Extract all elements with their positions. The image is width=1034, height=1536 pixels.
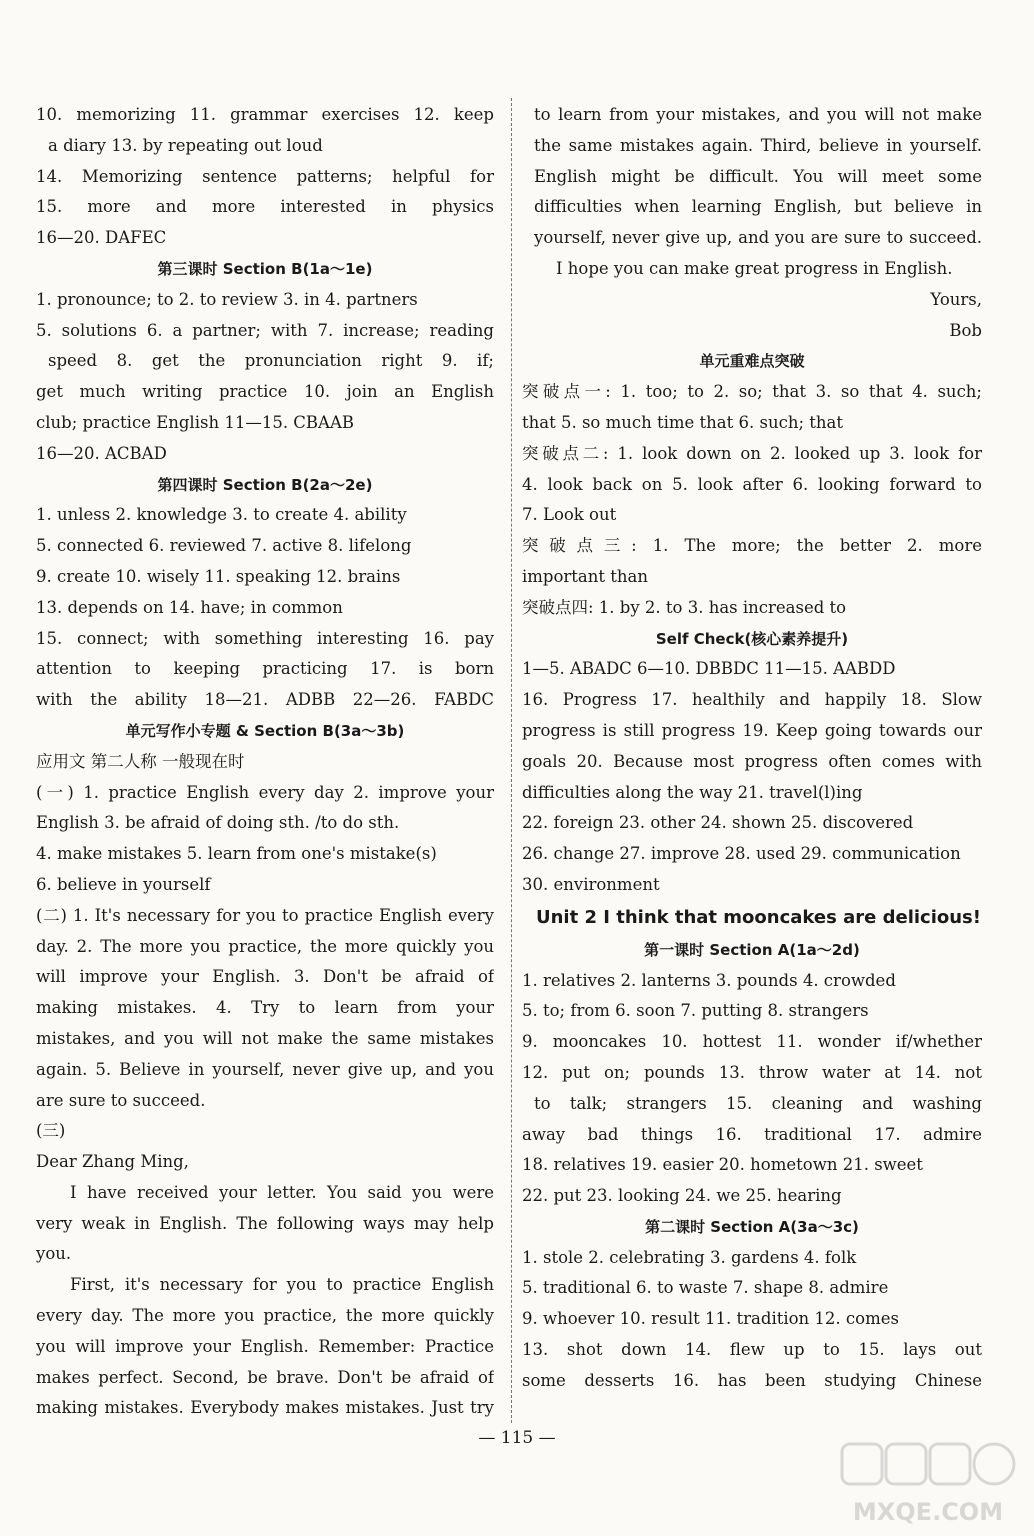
text-line: 5. to; from 6. soon 7. putting 8. strangers — [522, 1001, 869, 1021]
watermark-logo — [838, 1440, 1018, 1530]
section-heading: 单元写作小专题 & Section B(3a～3b) — [125, 721, 405, 740]
text-line: 7. Look out — [522, 505, 617, 525]
text-line: to talk; strangers 15. cleaning and washing — [534, 1093, 982, 1113]
text-line: you will improve your English. Remember: Practice — [36, 1336, 494, 1356]
text-line: making mistakes. Everybody makes mistakes. Just try — [36, 1398, 494, 1418]
text-line: 15. more and more interested in physics — [36, 197, 494, 217]
text-line: progress is still progress 19. Keep going towards our — [522, 720, 982, 740]
text-line: I have received your letter. You said you were — [70, 1182, 494, 1202]
text-line: the same mistakes again. Third, believe in yourself. — [534, 135, 982, 155]
text-line: (三) — [36, 1121, 66, 1141]
text-line: Bob — [949, 320, 982, 340]
text-line: 30. environment — [522, 874, 660, 894]
text-line: 5. traditional 6. to waste 7. shape 8. admire — [522, 1278, 889, 1298]
section-heading: 第一课时 Section A(1a～2d) — [644, 940, 860, 959]
text-line: Dear Zhang Ming, — [36, 1152, 189, 1172]
text-line: with the ability 18—21. ADBB 22—26. FABDC — [36, 690, 494, 710]
page-number: — 115 — — [478, 1428, 556, 1448]
text-line: 16. Progress 17. healthily and happily 18. Slow — [522, 690, 982, 710]
text-line: speed 8. get the pronunciation right 9. if; — [48, 351, 494, 371]
text-line: 16—20. ACBAD — [36, 443, 167, 463]
text-line: 1. unless 2. knowledge 3. to create 4. ability — [36, 505, 407, 525]
text-line: mistakes, and you will not make the same mistakes — [36, 1028, 494, 1048]
text-line: 5. solutions 6. a partner; with 7. increase; reading — [36, 320, 494, 340]
text-line: 15. connect; with something interesting 16. pay — [36, 628, 494, 648]
text-line: 9. whoever 10. result 11. tradition 12. comes — [522, 1309, 899, 1329]
section-heading: 单元重难点突破 — [699, 352, 805, 371]
text-line: 26. change 27. improve 28. used 29. communication — [522, 844, 961, 864]
text-line: 14. Memorizing sentence patterns; helpful for — [36, 166, 494, 186]
text-line: important than — [522, 566, 648, 586]
text-line: away bad things 16. traditional 17. admire — [522, 1124, 982, 1144]
text-line: attention to keeping practicing 17. is born — [36, 659, 494, 679]
text-line: 应用文 第二人称 一般现在时 — [36, 751, 245, 771]
text-line: 22. put 23. looking 24. we 25. hearing — [522, 1186, 842, 1206]
text-line: 突破点四: 1. by 2. to 3. has increased to — [522, 597, 847, 617]
text-line: English 3. be afraid of doing sth. /to do sth. — [36, 813, 400, 833]
left-column — [36, 100, 494, 1424]
text-line: day. 2. The more you practice, the more quickly you — [36, 936, 494, 956]
text-line: 13. depends on 14. have; in common — [36, 597, 343, 617]
section-heading: 第二课时 Section A(3a～3c) — [645, 1217, 859, 1236]
text-line: you. — [36, 1244, 72, 1264]
text-line: (一) 1. practice English every day 2. improve your — [36, 782, 494, 802]
text-line: every day. The more you practice, the more quickly — [36, 1306, 494, 1326]
text-line: 9. create 10. wisely 11. speaking 12. brains — [36, 566, 401, 586]
text-line: difficulties when learning English, but believe in — [534, 197, 982, 217]
text-line: 1—5. ABADC 6—10. DBBDC 11—15. AABDD — [522, 659, 896, 679]
text-line: 4. look back on 5. look after 6. looking forward to — [522, 474, 982, 494]
text-line: English might be difficult. You will meet some — [534, 166, 982, 186]
text-line: get much writing practice 10. join an English — [36, 382, 494, 402]
text-line: to learn from your mistakes, and you will not make — [534, 105, 982, 124]
text-line: difficulties along the way 21. travel(l)ing — [522, 782, 863, 802]
text-line: 18. relatives 19. easier 20. hometown 21. sweet — [522, 1155, 923, 1175]
text-line: again. 5. Believe in yourself, never give up, and you — [36, 1059, 494, 1079]
text-line: 6. believe in yourself — [36, 874, 211, 894]
text-line: 4. make mistakes 5. learn from one's mistake(s) — [36, 844, 437, 864]
text-line: yourself, never give up, and you are sure to succeed. — [534, 228, 982, 248]
section-heading: 第四课时 Section B(2a～2e) — [157, 475, 373, 494]
text-line: 突破点三: 1. The more; the better 2. more — [522, 536, 982, 556]
text-line: 突破点二: 1. look down on 2. looked up 3. look for — [522, 443, 982, 463]
text-line: 16—20. DAFEC — [36, 228, 167, 248]
text-line: goals 20. Because most progress often comes with — [522, 751, 982, 771]
text-line: some desserts 16. has been studying Chinese — [522, 1370, 982, 1390]
text-line: 5. connected 6. reviewed 7. active 8. lifelong — [36, 536, 412, 556]
text-line: First, it's necessary for you to practice English — [70, 1275, 494, 1295]
text-line: 1. stole 2. celebrating 3. gardens 4. folk — [522, 1247, 857, 1267]
text-line: 12. put on; pounds 13. throw water at 14. not — [522, 1062, 982, 1082]
column-divider — [511, 98, 512, 1423]
section-heading: 第三课时 Section B(1a～1e) — [157, 259, 373, 278]
text-line: making mistakes. 4. Try to learn from your — [36, 998, 494, 1018]
text-line: will improve your English. 3. Don't be afraid of — [36, 967, 494, 987]
text-line: a diary 13. by repeating out loud — [48, 135, 323, 155]
text-line: club; practice English 11—15. CBAAB — [36, 412, 355, 432]
text-line: 22. foreign 23. other 24. shown 25. discovered — [522, 813, 914, 833]
text-line: 13. shot down 14. flew up to 15. lays out — [522, 1340, 982, 1360]
text-line: that 5. so much time that 6. such; that — [522, 412, 844, 432]
text-line: very weak in English. The following ways may help — [36, 1213, 494, 1233]
text-line: makes perfect. Second, be brave. Don't be afraid of — [36, 1367, 494, 1387]
section-heading: Self Check(核心素养提升) — [655, 629, 849, 648]
text-line: 9. mooncakes 10. hottest 11. wonder if/whether — [522, 1032, 982, 1052]
text-line: I hope you can make great progress in English. — [556, 258, 953, 278]
text-line: (二) 1. It's necessary for you to practice English every — [36, 905, 494, 925]
text-line: 突破点一: 1. too; to 2. so; that 3. so that 4. such; — [522, 382, 982, 402]
text-line: 1. pronounce; to 2. to review 3. in 4. partners — [36, 289, 418, 309]
right-column — [522, 100, 982, 1397]
text-line: Yours, — [930, 289, 982, 309]
svg-text:MXQE.COM: MXQE.COM — [852, 1498, 1004, 1526]
text-line: are sure to succeed. — [36, 1090, 206, 1110]
unit-title: Unit 2 I think that mooncakes are delicious! — [536, 906, 981, 928]
text-line: 1. relatives 2. lanterns 3. pounds 4. crowded — [522, 970, 896, 990]
text-line: 10. memorizing 11. grammar exercises 12. keep — [36, 105, 494, 124]
